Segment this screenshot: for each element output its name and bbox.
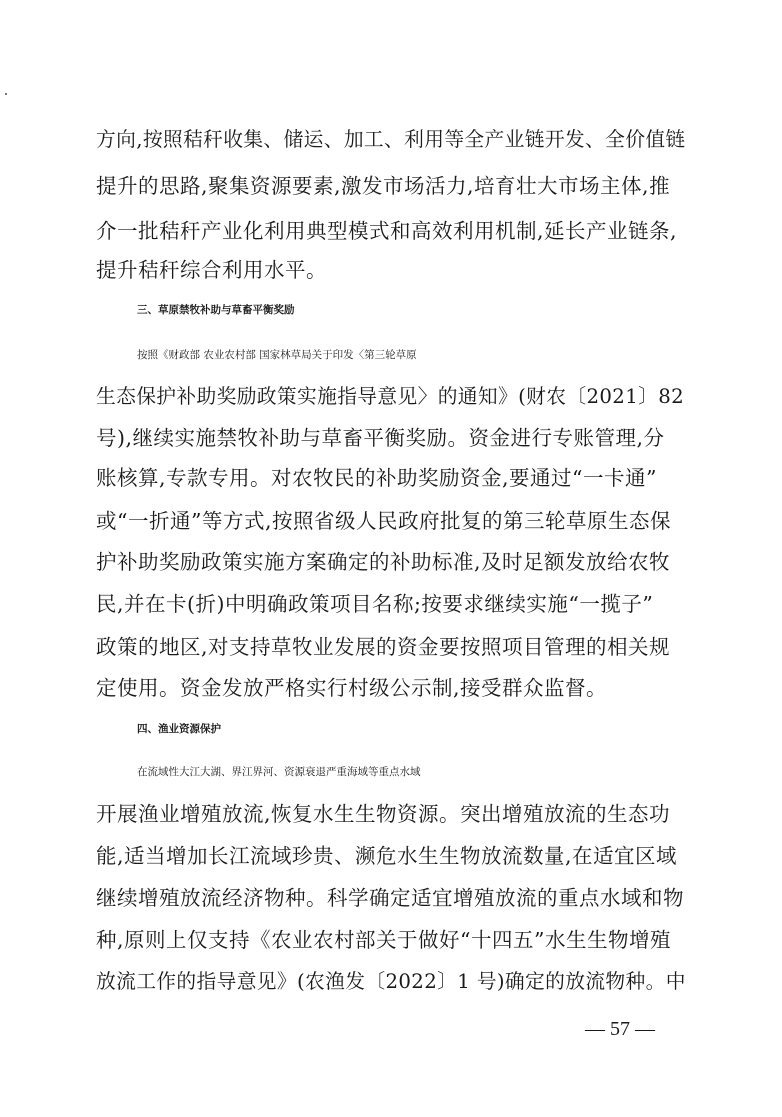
paragraph-line: 开展渔业增殖放流,恢复水生生物资源。突出增殖放流的生态功 [96,802,671,826]
section-heading-3: 三、草原禁牧补助与草畜平衡奖励 [137,304,295,316]
paragraph-line: 介一批秸秆产业化利用典型模式和高效利用机制,延长产业链条, [96,219,678,243]
paragraph-line: 种,原则上仅支持《农业农村部关于做好“十四五”水生生物增殖 [96,928,671,952]
paragraph-line: 放流工作的指导意见》(农渔发〔2022〕1 号)确定的放流物种。中 [96,970,686,993]
paragraph-line: 政策的地区,对支持草牧业发展的资金要按照项目管理的相关规 [96,635,671,659]
paragraph-line: 提升的思路,聚集资源要素,激发市场活力,培育壮大市场主体,推 [96,174,671,198]
paragraph-line: 提升秸秆综合利用水平。 [96,258,327,282]
section-heading-4: 四、渔业资源保护 [137,723,221,735]
paragraph-line: 定使用。资金发放严格实行村级公示制,接受群众监督。 [96,676,608,700]
paragraph-line: 生态保护补助奖励政策实施指导意见〉的通知》(财农〔2021〕82 [96,385,685,408]
paragraph-line: 在流域性大江大湖、界江界河、资源衰退严重海域等重点水域 [137,766,421,778]
paragraph-line: 按照《财政部 农业农村部 国家林草局关于印发〈第三轮草原 [137,349,417,361]
paragraph-line: 或“一折通”等方式,按照省级人民政府批复的第三轮草原生态保 [96,509,671,533]
paragraph-line: 继续增殖放流经济物种。科学确定适宜增殖放流的重点水域和物 [96,886,684,910]
paragraph-line: 护补助奖励政策实施方案确定的补助标准,及时足额发放给农牧 [96,550,671,574]
scan-speck [5,93,7,95]
paragraph-line: 方向,按照秸秆收集、储运、加工、利用等全产业链开发、全价值链 [96,128,686,151]
paragraph-line: 账核算,专款专用。对农牧民的补助奖励资金,要通过“一卡通” [96,466,657,490]
paragraph-line: 民,并在卡(折)中明确政策项目名称;按要求继续实施“一揽子” [96,592,654,616]
page-number: — 57 — [585,1018,655,1040]
paragraph-line: 号),继续实施禁牧补助与草畜平衡奖励。资金进行专账管理,分 [96,426,665,450]
paragraph-line: 能,适当增加长江流域珍贵、濒危水生生物放流数量,在适宜区域 [96,844,678,868]
